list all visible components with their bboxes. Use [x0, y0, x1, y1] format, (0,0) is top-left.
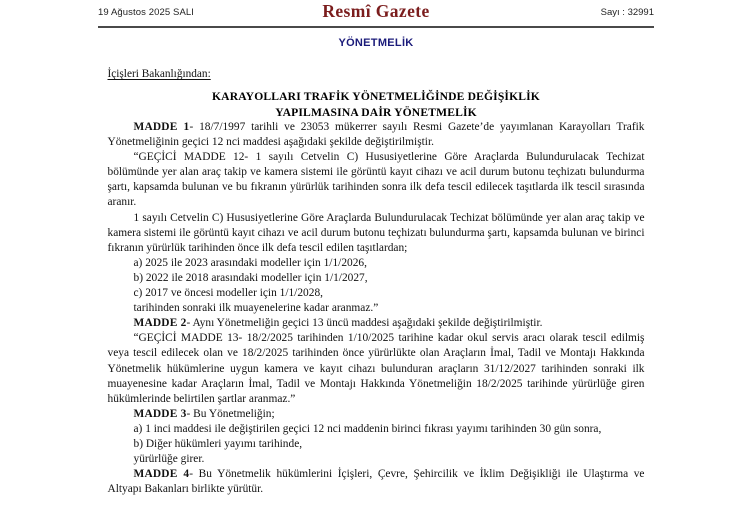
provisional-article-12-second-paragraph: 1 sayılı Cetvelin C) Hususiyetlerine Göre Araçlarda Bulundurulacak Techizat bölümünde yer alan araç takip ve kamera sistemi ile görüntü kayıt cihazı ve acil durum butonu teçhizatı bulundurma şartı, kapsamda bulunan ve birinci fıkranın yürürlük tarihinden önce ilk defa tescil edilen taşıtlardan;: [107, 211, 645, 254]
article-1-label: MADDE 1: [133, 121, 190, 133]
article-4-label: MADDE 4: [133, 468, 190, 481]
issuer-line-wrapper: [108, 64, 645, 88]
masthead-divider: [98, 26, 654, 28]
masthead: [98, 0, 654, 22]
article-2-label: MADDE 2: [133, 317, 187, 330]
provisional-article-12-paragraph: “GEÇİCİ MADDE 12- 1 sayılı Cetvelin C) Hususiyetlerine Göre Araçlarda Bulundurulacak Techizat bölümünde yer alan araç takip ve kamera sistemi ile görüntü kayıt cihazı ve acil durum butonu teçhizatı bulundurma şartı, kapsamda bulunan ve bu fıkranın yürürlük tarihinden sonra ilk defa tescil edilecek taşıtlarda ilk tescil sırasında aranır.: [107, 151, 645, 209]
section-heading-yonetmelik: YÖNETMELİK: [338, 37, 414, 49]
masthead-issue-number: Sayı : 32991: [600, 7, 654, 18]
article-1-text: - 18/7/1997 tarihli ve 23053 mükerrer sayılı Resmi Gazete’de yayımlanan Karayolları Trafik Yönetmeliğinin geçici 12 nci maddesi aşağıdaki şekilde değiştirilmiştir.: [107, 121, 645, 149]
article-3-label: MADDE 3: [133, 407, 187, 420]
list-item-a: a) 2025 ile 2023 arasındaki modeller için 1/1/2026,: [133, 256, 367, 269]
masthead-title: Resmî Gazete: [322, 1, 430, 21]
masthead-date: 19 Ağustos 2025 SALI: [98, 7, 195, 18]
article-2-paragraph: [108, 316, 645, 331]
article-3-closing: yürürlüğe girer.: [133, 453, 205, 466]
document-body: [108, 50, 645, 497]
list-item-b: b) 2022 ile 2018 arasındaki modeller için 1/1/2027,: [133, 271, 368, 284]
provisional-article-13-paragraph: “GEÇİCİ MADDE 13- 18/2/2025 tarihinden 1/10/2025 tarihine kadar okul servis aracı olarak tescil edilmiş veya tescil edilecek olan ve 18/2/2025 tarihinden önce yürürlükte olan Araçların İmal, Tadil ve Montajı Hakkında Yönetmelik hükümlerine uygun kamera ve kayıt cihazı bulunduran araçların 31/12/2027 tarihinden sonraki ilk muayenesine kadar Araçların İmal, Tadil ve Montajı Hakkında Yönetmeliğin 18/2/2025 tarihinde yürürlüğe giren hükümlerinde belirtilen şartlar aranmaz.”: [107, 332, 645, 405]
document-title: [108, 89, 645, 120]
article-3-list-item-a: a) 1 inci maddesi ile değiştirilen geçici 12 nci maddenin birinci fıkrası yayımı tarihinden 30 gün sonra,: [133, 422, 602, 435]
issuer-authority: İçişleri Bakanlığından:: [107, 68, 211, 80]
article-3-paragraph: [108, 407, 645, 422]
article-3-list-item-b: b) Diğer hükümleri yayımı tarihinde,: [133, 437, 303, 450]
article-4-paragraph: [108, 467, 645, 497]
document-title-line-1: KARAYOLLARI TRAFİK YÖNETMELİĞİNDE DEĞİŞİKLİK: [212, 90, 540, 103]
list-item-closing: tarihinden sonraki ilk muayenelerine kadar aranmaz.”: [133, 302, 379, 315]
document-title-line-2: YAPILMASINA DAİR YÖNETMELİK: [275, 105, 477, 119]
article-3-text: - Bu Yönetmeliğin;: [186, 407, 275, 420]
article-2-text: - Aynı Yönetmeliğin geçici 13 üncü maddesi aşağıdaki şekilde değiştirilmiştir.: [186, 317, 543, 330]
list-item-c: c) 2017 ve öncesi modeller için 1/1/2028,: [133, 287, 323, 300]
article-1-paragraph: [108, 120, 645, 150]
article-4-text: - Bu Yönetmelik hükümlerini İçişleri, Çevre, Şehircilik ve İklim Değişikliği ile Ulaştırma ve Altyapı Bakanları birlikte yürütür.: [107, 468, 645, 496]
